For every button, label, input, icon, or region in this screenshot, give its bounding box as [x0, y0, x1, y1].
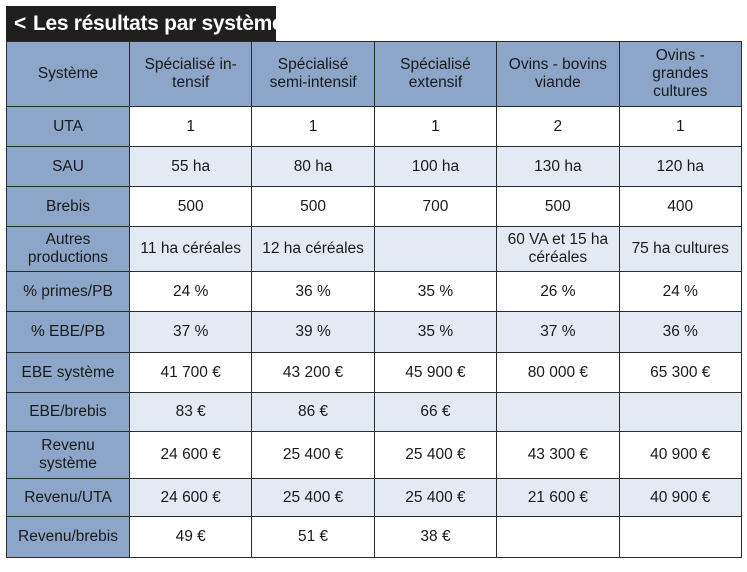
table-cell: 36 % [619, 312, 741, 353]
row-label: Revenu/brebis [7, 517, 130, 558]
table-cell: 39 % [252, 312, 374, 353]
table-cell [497, 393, 619, 432]
chevron-left-icon: < [14, 12, 26, 35]
table-row [7, 272, 742, 312]
table-cell: 38 € [374, 517, 496, 558]
table-row [7, 353, 742, 393]
results-table [6, 41, 742, 558]
header-cell: Ovins - grandes cultures [619, 42, 741, 107]
header-cell: Spécialisé extensif [374, 42, 496, 107]
header-cell: Spécialisé semi-intensif [252, 42, 374, 107]
table-cell: 25 400 € [252, 479, 374, 517]
table-cell: 120 ha [619, 147, 741, 187]
table-cell: 55 ha [130, 147, 252, 187]
table-cell: 60 VA et 15 ha céréales [497, 227, 619, 272]
table-row [7, 147, 742, 187]
table-row [7, 393, 742, 432]
table-cell: 75 ha cultures [619, 227, 741, 272]
table-cell [619, 517, 741, 558]
table-cell: 40 900 € [619, 432, 741, 479]
table-cell: 25 400 € [252, 432, 374, 479]
section-title-text: Les résultats par système [32, 12, 284, 35]
table-row [7, 227, 742, 272]
table-cell: 25 400 € [374, 432, 496, 479]
header-cell: Spécialisé in- tensif [130, 42, 252, 107]
table-cell: 35 % [374, 312, 496, 353]
header-cell-system: Système [7, 42, 130, 107]
table-cell: 24 600 € [130, 432, 252, 479]
table-cell: 21 600 € [497, 479, 619, 517]
table-cell: 83 € [130, 393, 252, 432]
table-cell: 49 € [130, 517, 252, 558]
table-cell: 80 ha [252, 147, 374, 187]
table-cell: 35 % [374, 272, 496, 312]
table-cell: 26 % [497, 272, 619, 312]
table-row [7, 312, 742, 353]
table-cell: 43 300 € [497, 432, 619, 479]
table-cell: 24 600 € [130, 479, 252, 517]
table-cell: 400 [619, 187, 741, 227]
section-title [6, 6, 284, 41]
table-row [7, 432, 742, 479]
row-label: % primes/PB [7, 272, 130, 312]
row-label: % EBE/PB [7, 312, 130, 353]
table-cell: 36 % [252, 272, 374, 312]
table-cell: 51 € [252, 517, 374, 558]
table-cell: 80 000 € [497, 353, 619, 393]
row-label: Brebis [7, 187, 130, 227]
table-cell: 65 300 € [619, 353, 741, 393]
table-cell: 24 % [619, 272, 741, 312]
table-cell: 37 % [497, 312, 619, 353]
table-row [7, 107, 742, 147]
table-cell: 43 200 € [252, 353, 374, 393]
row-label: EBE système [7, 353, 130, 393]
table-cell: 86 € [252, 393, 374, 432]
row-label: Revenu/UTA [7, 479, 130, 517]
table-row [7, 517, 742, 558]
table-cell: 500 [252, 187, 374, 227]
table-cell: 1 [619, 107, 741, 147]
table-cell: 37 % [130, 312, 252, 353]
row-label: UTA [7, 107, 130, 147]
table-row [7, 187, 742, 227]
table-cell: 1 [374, 107, 496, 147]
row-label: EBE/brebis [7, 393, 130, 432]
table-cell: 12 ha céréales [252, 227, 374, 272]
table-cell [374, 227, 496, 272]
table-cell: 130 ha [497, 147, 619, 187]
table-cell: 700 [374, 187, 496, 227]
row-label: Revenu système [7, 432, 130, 479]
header-row [7, 42, 742, 107]
table-cell: 25 400 € [374, 479, 496, 517]
table-cell [619, 393, 741, 432]
table-cell: 1 [130, 107, 252, 147]
table-cell: 500 [497, 187, 619, 227]
row-label: SAU [7, 147, 130, 187]
row-label: Autres productions [7, 227, 130, 272]
table-row [7, 479, 742, 517]
table-cell: 66 € [374, 393, 496, 432]
table-cell [497, 517, 619, 558]
table-cell: 100 ha [374, 147, 496, 187]
table-cell: 2 [497, 107, 619, 147]
table-cell: 24 % [130, 272, 252, 312]
table-cell: 45 900 € [374, 353, 496, 393]
table-cell: 11 ha céréales [130, 227, 252, 272]
table-cell: 500 [130, 187, 252, 227]
table-cell: 1 [252, 107, 374, 147]
header-cell: Ovins - bovins viande [497, 42, 619, 107]
table-cell: 41 700 € [130, 353, 252, 393]
table-cell: 40 900 € [619, 479, 741, 517]
